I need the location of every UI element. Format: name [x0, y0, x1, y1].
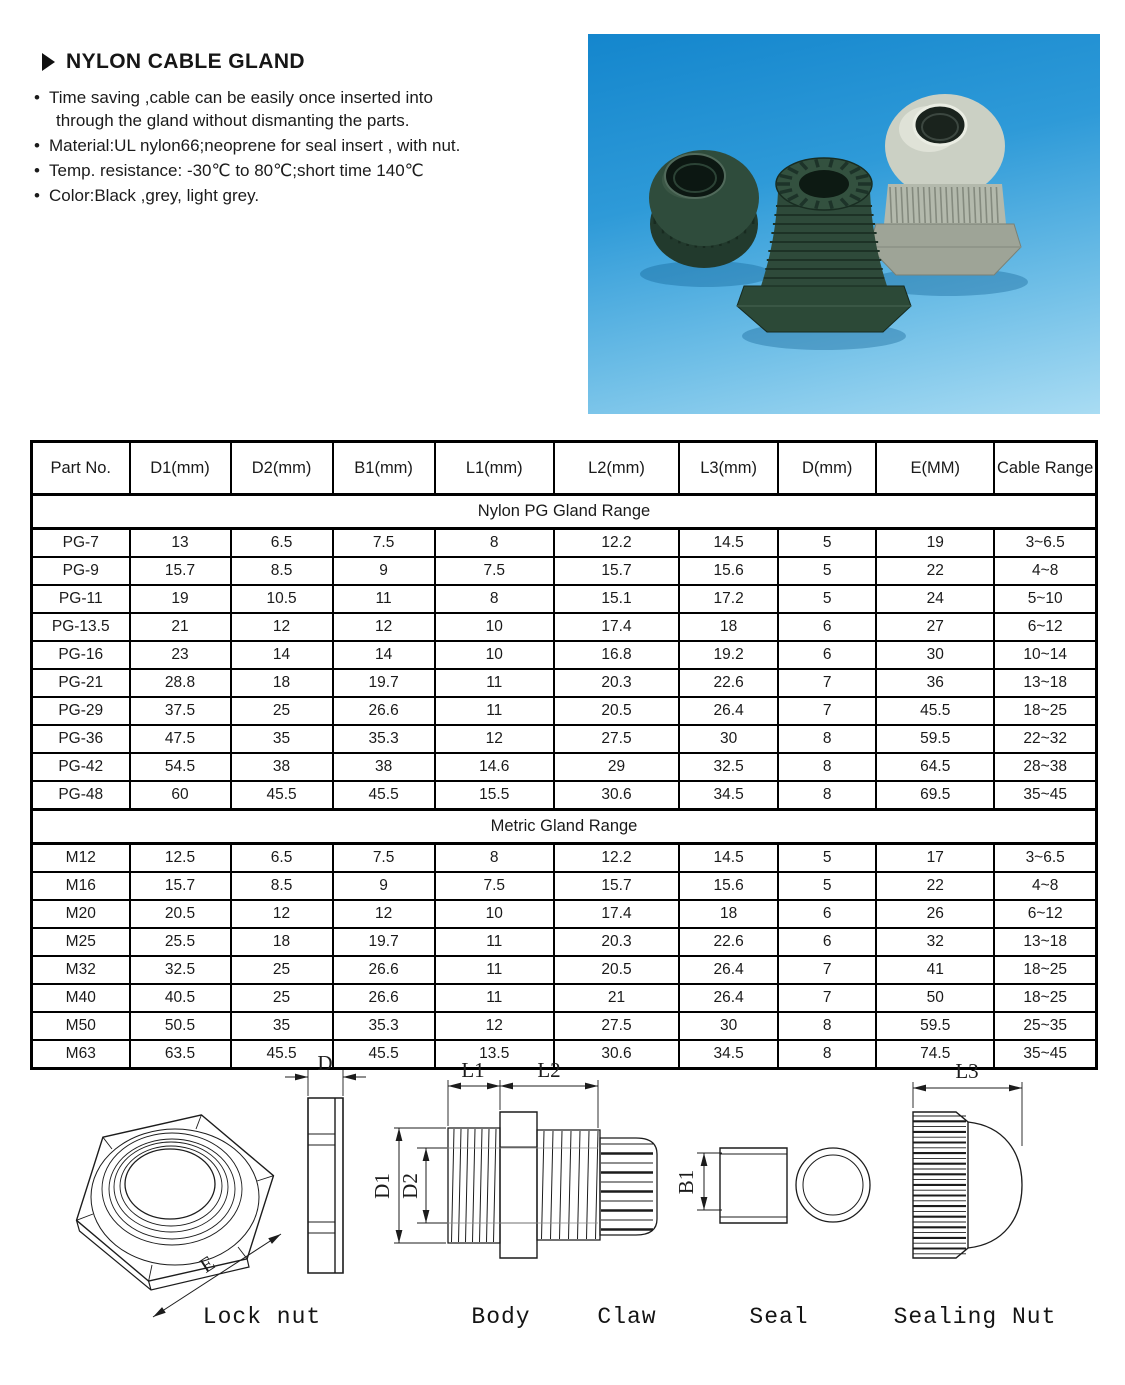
body-diagram [448, 1112, 657, 1258]
gland-cap-dark [649, 150, 759, 268]
cell: 8 [778, 753, 876, 781]
cell: PG-48 [32, 781, 130, 810]
cell: 14.5 [679, 844, 778, 873]
cell: 20.5 [554, 697, 679, 725]
cell: 45.5 [333, 781, 435, 810]
column-header: Part No. [32, 442, 130, 495]
cell: 64.5 [876, 753, 994, 781]
cell: 54.5 [130, 753, 231, 781]
cell: 15.7 [554, 872, 679, 900]
product-photo-art [588, 34, 1100, 414]
cell: PG-7 [32, 529, 130, 558]
dim-label-l2: L2 [537, 1058, 561, 1082]
cell: 22~32 [994, 725, 1096, 753]
dim-label-l1: L1 [461, 1058, 485, 1082]
cell: 14 [231, 641, 333, 669]
cell: 22 [876, 557, 994, 585]
cell: 10 [435, 613, 554, 641]
cell: 63.5 [130, 1040, 231, 1069]
cell: 7.5 [435, 557, 554, 585]
cell: 26.4 [679, 956, 778, 984]
cell: 8 [435, 529, 554, 558]
section-title: Nylon PG Gland Range [32, 495, 1097, 529]
cell: 6.5 [231, 844, 333, 873]
cell: 17 [876, 844, 994, 873]
cell: 10 [435, 900, 554, 928]
cell: 5 [778, 529, 876, 558]
cell: 26.6 [333, 956, 435, 984]
cell: M16 [32, 872, 130, 900]
cell: 17.4 [554, 900, 679, 928]
cell: M25 [32, 928, 130, 956]
cell: 35 [231, 1012, 333, 1040]
feature-list [34, 86, 514, 209]
cell: 59.5 [876, 1012, 994, 1040]
cell: 45.5 [231, 781, 333, 810]
column-header: D1(mm) [130, 442, 231, 495]
feature-text: Temp. resistance: -30℃ to 80℃;short time 140℃ [49, 161, 424, 180]
dim-label-d: D [317, 1051, 333, 1075]
bullet-icon: • [34, 88, 40, 107]
feature-text: Material:UL nylon66;neoprene for seal insert , with nut. [49, 136, 461, 155]
cell: 5 [778, 557, 876, 585]
cell: 26.4 [679, 984, 778, 1012]
cell: 7.5 [333, 844, 435, 873]
cell: 32 [876, 928, 994, 956]
cell: PG-42 [32, 753, 130, 781]
lock-nut-diagram [77, 1115, 274, 1290]
cell: 12.5 [130, 844, 231, 873]
table-row [32, 956, 1097, 984]
cell: 30 [876, 641, 994, 669]
cell: 8 [778, 1040, 876, 1069]
cell: 38 [231, 753, 333, 781]
cell: 16.8 [554, 641, 679, 669]
cell: M20 [32, 900, 130, 928]
lock-nut-side-view [308, 1098, 343, 1273]
bullet-icon: • [34, 186, 40, 205]
cell: 34.5 [679, 1040, 778, 1069]
cell: 12 [435, 1012, 554, 1040]
cell: 40.5 [130, 984, 231, 1012]
cell: 19 [876, 529, 994, 558]
cell: 27.5 [554, 1012, 679, 1040]
table-row [32, 900, 1097, 928]
cell: 5~10 [994, 585, 1096, 613]
gland-assembled-grey [869, 94, 1021, 275]
cell: 11 [435, 669, 554, 697]
table-row [32, 529, 1097, 558]
cell: PG-13.5 [32, 613, 130, 641]
cell: 20.5 [554, 956, 679, 984]
table-row [32, 1012, 1097, 1040]
cell: 25 [231, 956, 333, 984]
cell: 30.6 [554, 781, 679, 810]
feature-item [34, 184, 514, 207]
cell: 20.3 [554, 928, 679, 956]
cell: 6 [778, 613, 876, 641]
column-header: B1(mm) [333, 442, 435, 495]
part-label-claw: Claw [597, 1304, 657, 1330]
column-header: Cable Range [994, 442, 1096, 495]
cell: 19 [130, 585, 231, 613]
cell: 30 [679, 725, 778, 753]
title-arrow-icon [42, 53, 55, 71]
cell: 14.5 [679, 529, 778, 558]
dim-label-l3: L3 [955, 1059, 979, 1083]
cell: 13 [130, 529, 231, 558]
cell: 17.4 [554, 613, 679, 641]
cell: 7 [778, 697, 876, 725]
cell: 7.5 [333, 529, 435, 558]
table-row [32, 928, 1097, 956]
cell: 15.7 [130, 557, 231, 585]
cell: 12 [231, 900, 333, 928]
cell: 47.5 [130, 725, 231, 753]
cell: 5 [778, 872, 876, 900]
part-label-sealing-nut: Sealing Nut [893, 1304, 1057, 1330]
cell: 3~6.5 [994, 529, 1096, 558]
part-label-lock-nut: Lock nut [202, 1304, 322, 1330]
cell: M40 [32, 984, 130, 1012]
cell: 19.2 [679, 641, 778, 669]
cell: 11 [435, 928, 554, 956]
part-labels [203, 1304, 1057, 1330]
cell: 14.6 [435, 753, 554, 781]
cell: 8 [778, 725, 876, 753]
cell: PG-36 [32, 725, 130, 753]
cell: PG-29 [32, 697, 130, 725]
table-row [32, 697, 1097, 725]
cell: 26.6 [333, 697, 435, 725]
product-photo [588, 34, 1100, 414]
dim-label-e: E [195, 1250, 220, 1278]
cell: M63 [32, 1040, 130, 1069]
bullet-icon: • [34, 161, 40, 180]
cell: 6 [778, 900, 876, 928]
cell: 41 [876, 956, 994, 984]
cell: 32.5 [679, 753, 778, 781]
cell: 34.5 [679, 781, 778, 810]
cell: M32 [32, 956, 130, 984]
cell: 45.5 [231, 1040, 333, 1069]
cell: 26 [876, 900, 994, 928]
cell: 38 [333, 753, 435, 781]
cell: 28.8 [130, 669, 231, 697]
cell: 8 [435, 585, 554, 613]
cell: 12 [231, 613, 333, 641]
part-label-body: Body [471, 1304, 531, 1330]
feature-text: through the gland without dismanting the parts. [56, 111, 410, 130]
cell: 25 [231, 697, 333, 725]
cell: M12 [32, 844, 130, 873]
cell: 25 [231, 984, 333, 1012]
cell: 36 [876, 669, 994, 697]
cell: 15.6 [679, 557, 778, 585]
cell: 45.5 [333, 1040, 435, 1069]
cell: M50 [32, 1012, 130, 1040]
cell: PG-11 [32, 585, 130, 613]
sealing-nut-diagram [913, 1112, 1022, 1258]
cell: 20.3 [554, 669, 679, 697]
cell: 9 [333, 557, 435, 585]
cell: 29 [554, 753, 679, 781]
header-row [32, 442, 1097, 495]
cell: 5 [778, 585, 876, 613]
column-header: E(MM) [876, 442, 994, 495]
cell: 15.6 [679, 872, 778, 900]
column-header: D(mm) [778, 442, 876, 495]
feature-item [34, 86, 514, 132]
cell: 50 [876, 984, 994, 1012]
section-title: Metric Gland Range [32, 810, 1097, 844]
table-row [32, 669, 1097, 697]
cell: 8 [435, 844, 554, 873]
cell: 69.5 [876, 781, 994, 810]
cell: 35.3 [333, 1012, 435, 1040]
cell: 24 [876, 585, 994, 613]
cell: 11 [333, 585, 435, 613]
cell: 25~35 [994, 1012, 1096, 1040]
cell: 22.6 [679, 669, 778, 697]
column-header: L3(mm) [679, 442, 778, 495]
cell: 30.6 [554, 1040, 679, 1069]
section-row [32, 810, 1097, 844]
cell: 18 [679, 900, 778, 928]
cell: 17.2 [679, 585, 778, 613]
cell: 13.5 [435, 1040, 554, 1069]
cell: 18~25 [994, 956, 1096, 984]
feature-text: Color:Black ,grey, light grey. [49, 186, 260, 205]
cell: 25.5 [130, 928, 231, 956]
cell: 12.2 [554, 529, 679, 558]
cell: 10~14 [994, 641, 1096, 669]
cell: 26.6 [333, 984, 435, 1012]
cell: 18 [679, 613, 778, 641]
cell: 6~12 [994, 900, 1096, 928]
cell: 4~8 [994, 557, 1096, 585]
dim-label-d2: D2 [398, 1173, 422, 1199]
cell: 5 [778, 844, 876, 873]
cell: 13~18 [994, 928, 1096, 956]
feature-text: Time saving ,cable can be easily once inserted into [49, 88, 433, 107]
cell: 15.7 [554, 557, 679, 585]
cell: 6 [778, 641, 876, 669]
cell: 4~8 [994, 872, 1096, 900]
column-header: L1(mm) [435, 442, 554, 495]
cell: 14 [333, 641, 435, 669]
cell: 19.7 [333, 669, 435, 697]
dimension-annotations [151, 1070, 1022, 1320]
cell: 27 [876, 613, 994, 641]
cell: 20.5 [130, 900, 231, 928]
cell: 8 [778, 1012, 876, 1040]
cell: 26.4 [679, 697, 778, 725]
cell: 18 [231, 928, 333, 956]
dim-label-d1: D1 [370, 1173, 394, 1199]
cell: 7 [778, 956, 876, 984]
cell: 8.5 [231, 872, 333, 900]
cell: 18~25 [994, 697, 1096, 725]
page-title: NYLON CABLE GLAND [66, 50, 305, 73]
cell: 35~45 [994, 781, 1096, 810]
cell: 6 [778, 928, 876, 956]
seal-diagram [720, 1148, 870, 1223]
cell: 7.5 [435, 872, 554, 900]
table-row [32, 872, 1097, 900]
part-label-seal: Seal [749, 1304, 809, 1330]
cell: 22 [876, 872, 994, 900]
table-row [32, 725, 1097, 753]
cell: 30 [679, 1012, 778, 1040]
cell: 12 [435, 725, 554, 753]
section-row [32, 495, 1097, 529]
table-row [32, 781, 1097, 810]
cell: 22.6 [679, 928, 778, 956]
cell: 45.5 [876, 697, 994, 725]
cell: 15.5 [435, 781, 554, 810]
bullet-icon: • [34, 136, 40, 155]
cell: 12 [333, 900, 435, 928]
table-row [32, 613, 1097, 641]
feature-item [34, 159, 514, 182]
cell: 27.5 [554, 725, 679, 753]
table-row [32, 984, 1097, 1012]
dim-label-b1: B1 [674, 1169, 698, 1195]
cell: PG-21 [32, 669, 130, 697]
cell: 37.5 [130, 697, 231, 725]
cell: 18 [231, 669, 333, 697]
table-row [32, 753, 1097, 781]
table-row [32, 585, 1097, 613]
table-row [32, 557, 1097, 585]
cell: 60 [130, 781, 231, 810]
cell: 10 [435, 641, 554, 669]
cell: 11 [435, 956, 554, 984]
cell: PG-16 [32, 641, 130, 669]
cell: 35 [231, 725, 333, 753]
cell: 18~25 [994, 984, 1096, 1012]
cell: 10.5 [231, 585, 333, 613]
cell: 74.5 [876, 1040, 994, 1069]
cell: 35~45 [994, 1040, 1096, 1069]
cell: 7 [778, 669, 876, 697]
cell: 28~38 [994, 753, 1096, 781]
cell: 13~18 [994, 669, 1096, 697]
page-title-row [42, 50, 305, 74]
cell: 23 [130, 641, 231, 669]
table-row [32, 641, 1097, 669]
cell: 59.5 [876, 725, 994, 753]
cell: 35.3 [333, 725, 435, 753]
column-header: L2(mm) [554, 442, 679, 495]
cell: 15.1 [554, 585, 679, 613]
cell: 11 [435, 697, 554, 725]
cell: 8 [778, 781, 876, 810]
cell: 21 [130, 613, 231, 641]
cell: 8.5 [231, 557, 333, 585]
cell: 21 [554, 984, 679, 1012]
cell: 11 [435, 984, 554, 1012]
cell: 12.2 [554, 844, 679, 873]
table-row [32, 844, 1097, 873]
spec-table [30, 440, 1098, 1070]
column-header: D2(mm) [231, 442, 333, 495]
cell: 19.7 [333, 928, 435, 956]
cell: 15.7 [130, 872, 231, 900]
cell: 50.5 [130, 1012, 231, 1040]
technical-drawings [0, 1046, 1125, 1376]
cell: 7 [778, 984, 876, 1012]
cell: 12 [333, 613, 435, 641]
feature-item [34, 134, 514, 157]
table-body [32, 495, 1097, 1069]
cell: PG-9 [32, 557, 130, 585]
cell: 6.5 [231, 529, 333, 558]
cell: 6~12 [994, 613, 1096, 641]
cell: 3~6.5 [994, 844, 1096, 873]
cell: 9 [333, 872, 435, 900]
cell: 32.5 [130, 956, 231, 984]
